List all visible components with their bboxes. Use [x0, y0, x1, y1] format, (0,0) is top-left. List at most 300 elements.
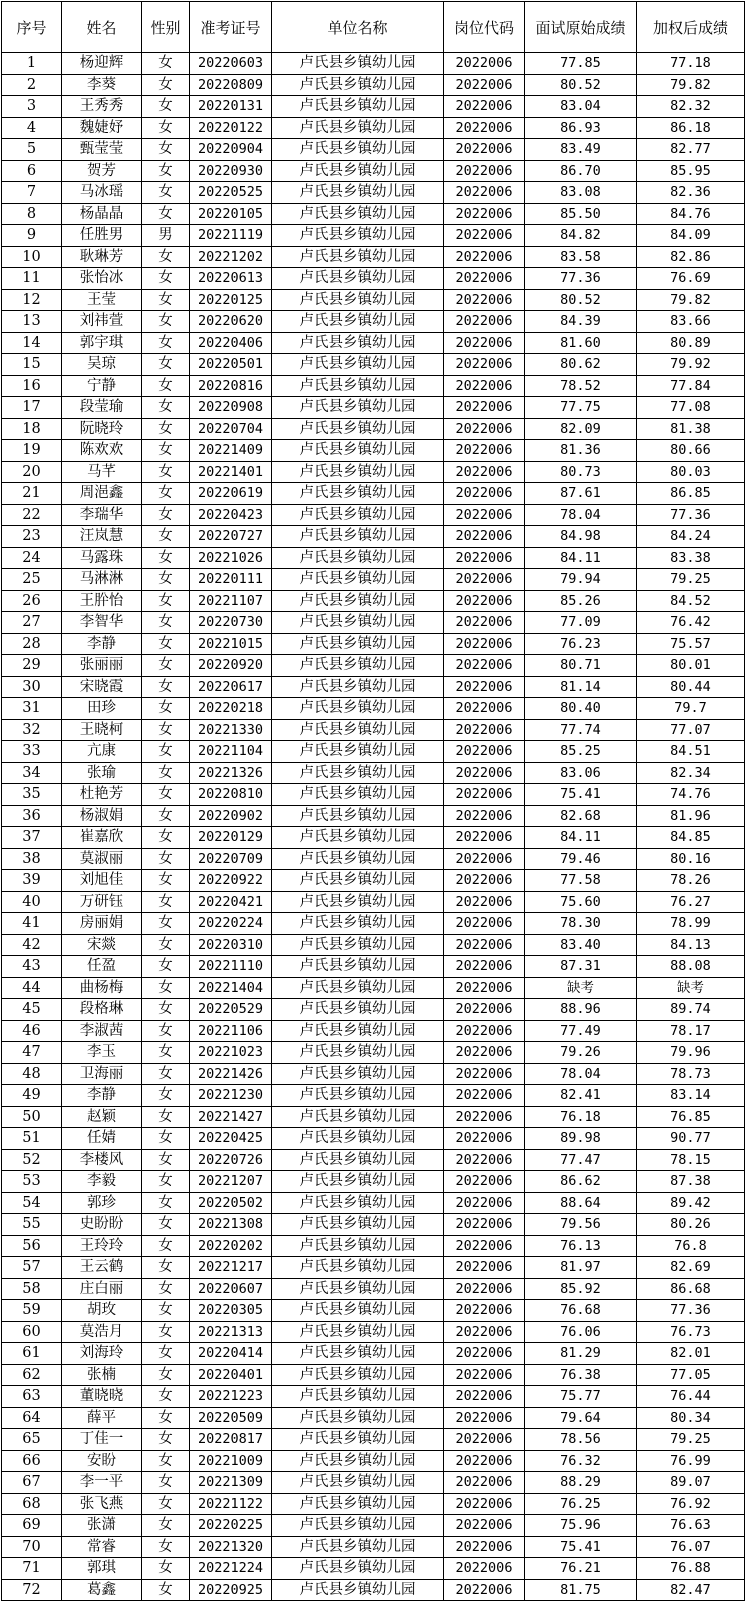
- cell-exam-id: 20220922: [190, 870, 272, 892]
- cell-weighted-score: 86.68: [637, 1278, 745, 1300]
- cell-gender: 女: [142, 504, 190, 526]
- cell-exam-id: 20220122: [190, 117, 272, 139]
- cell-unit: 卢氏县乡镇幼儿园: [272, 203, 444, 225]
- cell-weighted-score: 80.26: [637, 1214, 745, 1236]
- cell-index: 34: [2, 762, 62, 784]
- cell-weighted-score: 缺考: [637, 977, 745, 999]
- cell-unit: 卢氏县乡镇幼儿园: [272, 1214, 444, 1236]
- cell-exam-id: 20221107: [190, 590, 272, 612]
- table-row: [2, 1192, 745, 1214]
- cell-post-code: 2022006: [444, 1515, 525, 1537]
- cell-raw-score: 80.71: [525, 655, 637, 677]
- cell-gender: 女: [142, 418, 190, 440]
- cell-weighted-score: 77.84: [637, 375, 745, 397]
- cell-name: 刘祎萱: [62, 311, 142, 333]
- cell-exam-id: 20220414: [190, 1343, 272, 1365]
- cell-exam-id: 20221009: [190, 1450, 272, 1472]
- cell-unit: 卢氏县乡镇幼儿园: [272, 547, 444, 569]
- cell-post-code: 2022006: [444, 805, 525, 827]
- cell-name: 段格琳: [62, 999, 142, 1021]
- table-row: [2, 741, 745, 763]
- cell-index: 65: [2, 1429, 62, 1451]
- cell-gender: 女: [142, 1579, 190, 1601]
- cell-raw-score: 缺考: [525, 977, 637, 999]
- cell-gender: 男: [142, 225, 190, 247]
- col-header-post-code: 岗位代码: [444, 2, 525, 53]
- cell-gender: 女: [142, 1450, 190, 1472]
- score-sheet: [1, 1, 745, 1601]
- cell-exam-id: 20221404: [190, 977, 272, 999]
- cell-raw-score: 83.58: [525, 246, 637, 268]
- cell-weighted-score: 84.52: [637, 590, 745, 612]
- table-row: [2, 397, 745, 419]
- cell-raw-score: 84.98: [525, 526, 637, 548]
- cell-name: 赵颖: [62, 1106, 142, 1128]
- cell-name: 安盼: [62, 1450, 142, 1472]
- cell-raw-score: 76.32: [525, 1450, 637, 1472]
- cell-exam-id: 20220613: [190, 268, 272, 290]
- cell-index: 54: [2, 1192, 62, 1214]
- cell-gender: 女: [142, 1300, 190, 1322]
- cell-post-code: 2022006: [444, 526, 525, 548]
- cell-weighted-score: 82.01: [637, 1343, 745, 1365]
- cell-exam-id: 20221401: [190, 461, 272, 483]
- cell-raw-score: 87.31: [525, 956, 637, 978]
- cell-name: 宋晓霞: [62, 676, 142, 698]
- cell-raw-score: 82.68: [525, 805, 637, 827]
- cell-index: 6: [2, 160, 62, 182]
- cell-raw-score: 77.09: [525, 612, 637, 634]
- cell-unit: 卢氏县乡镇幼儿园: [272, 827, 444, 849]
- cell-gender: 女: [142, 1278, 190, 1300]
- cell-gender: 女: [142, 311, 190, 333]
- cell-unit: 卢氏县乡镇幼儿园: [272, 504, 444, 526]
- cell-post-code: 2022006: [444, 1343, 525, 1365]
- table-row: [2, 182, 745, 204]
- cell-exam-id: 20220810: [190, 784, 272, 806]
- col-header-unit: 单位名称: [272, 2, 444, 53]
- cell-weighted-score: 76.99: [637, 1450, 745, 1472]
- cell-exam-id: 20220111: [190, 569, 272, 591]
- cell-weighted-score: 90.77: [637, 1128, 745, 1150]
- cell-index: 42: [2, 934, 62, 956]
- cell-raw-score: 82.41: [525, 1085, 637, 1107]
- cell-name: 刘海玲: [62, 1343, 142, 1365]
- cell-raw-score: 85.50: [525, 203, 637, 225]
- cell-weighted-score: 89.07: [637, 1472, 745, 1494]
- cell-name: 周浥鑫: [62, 483, 142, 505]
- cell-exam-id: 20220603: [190, 53, 272, 75]
- cell-name: 张飞燕: [62, 1493, 142, 1515]
- cell-gender: 女: [142, 354, 190, 376]
- cell-post-code: 2022006: [444, 1235, 525, 1257]
- table-row: [2, 160, 745, 182]
- table-row: [2, 483, 745, 505]
- cell-unit: 卢氏县乡镇幼儿园: [272, 53, 444, 75]
- table-row: [2, 1493, 745, 1515]
- cell-weighted-score: 78.99: [637, 913, 745, 935]
- cell-unit: 卢氏县乡镇幼儿园: [272, 182, 444, 204]
- cell-unit: 卢氏县乡镇幼儿园: [272, 1407, 444, 1429]
- cell-gender: 女: [142, 1042, 190, 1064]
- table-row: [2, 827, 745, 849]
- cell-raw-score: 78.04: [525, 1063, 637, 1085]
- cell-index: 68: [2, 1493, 62, 1515]
- cell-raw-score: 84.11: [525, 827, 637, 849]
- cell-index: 8: [2, 203, 62, 225]
- cell-unit: 卢氏县乡镇幼儿园: [272, 676, 444, 698]
- cell-raw-score: 81.75: [525, 1579, 637, 1601]
- cell-weighted-score: 76.73: [637, 1321, 745, 1343]
- cell-post-code: 2022006: [444, 504, 525, 526]
- cell-exam-id: 20220809: [190, 74, 272, 96]
- cell-exam-id: 20221309: [190, 1472, 272, 1494]
- cell-post-code: 2022006: [444, 999, 525, 1021]
- cell-weighted-score: 85.95: [637, 160, 745, 182]
- cell-raw-score: 79.46: [525, 848, 637, 870]
- cell-gender: 女: [142, 1235, 190, 1257]
- cell-name: 王秀秀: [62, 96, 142, 118]
- cell-gender: 女: [142, 805, 190, 827]
- table-row: [2, 848, 745, 870]
- cell-gender: 女: [142, 999, 190, 1021]
- cell-unit: 卢氏县乡镇幼儿园: [272, 139, 444, 161]
- col-header-weighted-score: 加权后成绩: [637, 2, 745, 53]
- cell-gender: 女: [142, 375, 190, 397]
- cell-raw-score: 82.09: [525, 418, 637, 440]
- cell-name: 杨晶晶: [62, 203, 142, 225]
- cell-raw-score: 79.56: [525, 1214, 637, 1236]
- cell-name: 李毅: [62, 1171, 142, 1193]
- cell-unit: 卢氏县乡镇幼儿园: [272, 913, 444, 935]
- cell-unit: 卢氏县乡镇幼儿园: [272, 1429, 444, 1451]
- cell-unit: 卢氏县乡镇幼儿园: [272, 354, 444, 376]
- cell-post-code: 2022006: [444, 1106, 525, 1128]
- table-row: [2, 289, 745, 311]
- cell-exam-id: 20221015: [190, 633, 272, 655]
- cell-unit: 卢氏县乡镇幼儿园: [272, 1171, 444, 1193]
- cell-exam-id: 20221224: [190, 1558, 272, 1580]
- cell-gender: 女: [142, 246, 190, 268]
- cell-raw-score: 79.64: [525, 1407, 637, 1429]
- cell-index: 19: [2, 440, 62, 462]
- cell-index: 63: [2, 1386, 62, 1408]
- cell-exam-id: 20221326: [190, 762, 272, 784]
- cell-name: 史盼盼: [62, 1214, 142, 1236]
- cell-index: 57: [2, 1257, 62, 1279]
- table-row: [2, 569, 745, 591]
- cell-unit: 卢氏县乡镇幼儿园: [272, 1020, 444, 1042]
- cell-name: 马芊: [62, 461, 142, 483]
- cell-exam-id: 20221026: [190, 547, 272, 569]
- table-row: [2, 504, 745, 526]
- cell-post-code: 2022006: [444, 1364, 525, 1386]
- col-header-name: 姓名: [62, 2, 142, 53]
- cell-name: 张瑜: [62, 762, 142, 784]
- cell-weighted-score: 83.66: [637, 311, 745, 333]
- cell-unit: 卢氏县乡镇幼儿园: [272, 1472, 444, 1494]
- cell-raw-score: 76.68: [525, 1300, 637, 1322]
- cell-weighted-score: 79.82: [637, 74, 745, 96]
- cell-raw-score: 76.21: [525, 1558, 637, 1580]
- cell-unit: 卢氏县乡镇幼儿园: [272, 1558, 444, 1580]
- table-row: [2, 1257, 745, 1279]
- cell-index: 13: [2, 311, 62, 333]
- cell-gender: 女: [142, 461, 190, 483]
- cell-gender: 女: [142, 96, 190, 118]
- cell-post-code: 2022006: [444, 762, 525, 784]
- cell-post-code: 2022006: [444, 418, 525, 440]
- cell-unit: 卢氏县乡镇幼儿园: [272, 1042, 444, 1064]
- cell-weighted-score: 77.08: [637, 397, 745, 419]
- cell-weighted-score: 82.86: [637, 246, 745, 268]
- cell-post-code: 2022006: [444, 289, 525, 311]
- cell-post-code: 2022006: [444, 461, 525, 483]
- cell-gender: 女: [142, 612, 190, 634]
- table-row: [2, 1171, 745, 1193]
- cell-weighted-score: 84.24: [637, 526, 745, 548]
- header-row: [2, 2, 745, 53]
- cell-exam-id: 20220727: [190, 526, 272, 548]
- cell-exam-id: 20220619: [190, 483, 272, 505]
- cell-exam-id: 20221122: [190, 1493, 272, 1515]
- cell-unit: 卢氏县乡镇幼儿园: [272, 805, 444, 827]
- cell-index: 50: [2, 1106, 62, 1128]
- cell-raw-score: 83.40: [525, 934, 637, 956]
- cell-unit: 卢氏县乡镇幼儿园: [272, 311, 444, 333]
- cell-exam-id: 20221320: [190, 1536, 272, 1558]
- cell-post-code: 2022006: [444, 1149, 525, 1171]
- cell-post-code: 2022006: [444, 1042, 525, 1064]
- cell-raw-score: 78.56: [525, 1429, 637, 1451]
- cell-exam-id: 20220902: [190, 805, 272, 827]
- cell-index: 7: [2, 182, 62, 204]
- table-row: [2, 53, 745, 75]
- cell-exam-id: 20220730: [190, 612, 272, 634]
- cell-exam-id: 20221217: [190, 1257, 272, 1279]
- cell-raw-score: 88.29: [525, 1472, 637, 1494]
- cell-weighted-score: 76.44: [637, 1386, 745, 1408]
- cell-name: 郭琪: [62, 1558, 142, 1580]
- cell-name: 耿琳芳: [62, 246, 142, 268]
- cell-unit: 卢氏县乡镇幼儿园: [272, 1321, 444, 1343]
- cell-index: 48: [2, 1063, 62, 1085]
- cell-name: 李瑞华: [62, 504, 142, 526]
- cell-unit: 卢氏县乡镇幼儿园: [272, 590, 444, 612]
- cell-unit: 卢氏县乡镇幼儿园: [272, 418, 444, 440]
- cell-post-code: 2022006: [444, 1429, 525, 1451]
- cell-unit: 卢氏县乡镇幼儿园: [272, 1343, 444, 1365]
- cell-index: 12: [2, 289, 62, 311]
- cell-gender: 女: [142, 913, 190, 935]
- table-row: [2, 139, 745, 161]
- cell-weighted-score: 78.26: [637, 870, 745, 892]
- cell-name: 任胜男: [62, 225, 142, 247]
- cell-index: 44: [2, 977, 62, 999]
- cell-raw-score: 77.74: [525, 719, 637, 741]
- cell-gender: 女: [142, 676, 190, 698]
- cell-unit: 卢氏县乡镇幼儿园: [272, 1063, 444, 1085]
- cell-raw-score: 84.11: [525, 547, 637, 569]
- cell-index: 39: [2, 870, 62, 892]
- cell-exam-id: 20220704: [190, 418, 272, 440]
- cell-name: 曲杨梅: [62, 977, 142, 999]
- cell-weighted-score: 80.44: [637, 676, 745, 698]
- cell-weighted-score: 75.57: [637, 633, 745, 655]
- cell-unit: 卢氏县乡镇幼儿园: [272, 612, 444, 634]
- cell-gender: 女: [142, 891, 190, 913]
- cell-weighted-score: 78.15: [637, 1149, 745, 1171]
- cell-index: 61: [2, 1343, 62, 1365]
- cell-unit: 卢氏县乡镇幼儿园: [272, 1515, 444, 1537]
- cell-unit: 卢氏县乡镇幼儿园: [272, 956, 444, 978]
- cell-name: 李葵: [62, 74, 142, 96]
- cell-exam-id: 20220129: [190, 827, 272, 849]
- cell-unit: 卢氏县乡镇幼儿园: [272, 569, 444, 591]
- cell-weighted-score: 84.13: [637, 934, 745, 956]
- cell-name: 莫淑丽: [62, 848, 142, 870]
- cell-post-code: 2022006: [444, 956, 525, 978]
- cell-index: 31: [2, 698, 62, 720]
- cell-raw-score: 75.60: [525, 891, 637, 913]
- table-row: [2, 1321, 745, 1343]
- cell-exam-id: 20220816: [190, 375, 272, 397]
- cell-gender: 女: [142, 483, 190, 505]
- cell-unit: 卢氏县乡镇幼儿园: [272, 891, 444, 913]
- cell-raw-score: 85.92: [525, 1278, 637, 1300]
- cell-name: 薛平: [62, 1407, 142, 1429]
- table-row: [2, 590, 745, 612]
- cell-gender: 女: [142, 1321, 190, 1343]
- table-row: [2, 246, 745, 268]
- cell-post-code: 2022006: [444, 848, 525, 870]
- cell-name: 杜艳芳: [62, 784, 142, 806]
- table-row: [2, 1085, 745, 1107]
- cell-weighted-score: 84.51: [637, 741, 745, 763]
- cell-name: 王莹: [62, 289, 142, 311]
- cell-name: 王晓柯: [62, 719, 142, 741]
- cell-index: 2: [2, 74, 62, 96]
- cell-index: 18: [2, 418, 62, 440]
- table-row: [2, 1364, 745, 1386]
- cell-post-code: 2022006: [444, 977, 525, 999]
- cell-raw-score: 87.61: [525, 483, 637, 505]
- cell-post-code: 2022006: [444, 160, 525, 182]
- cell-post-code: 2022006: [444, 1386, 525, 1408]
- cell-exam-id: 20221427: [190, 1106, 272, 1128]
- cell-post-code: 2022006: [444, 569, 525, 591]
- cell-index: 23: [2, 526, 62, 548]
- cell-name: 李一平: [62, 1472, 142, 1494]
- table-row: [2, 999, 745, 1021]
- cell-name: 郭珍: [62, 1192, 142, 1214]
- cell-raw-score: 86.62: [525, 1171, 637, 1193]
- cell-raw-score: 77.49: [525, 1020, 637, 1042]
- cell-unit: 卢氏县乡镇幼儿园: [272, 440, 444, 462]
- cell-gender: 女: [142, 547, 190, 569]
- cell-unit: 卢氏县乡镇幼儿园: [272, 74, 444, 96]
- cell-post-code: 2022006: [444, 698, 525, 720]
- cell-raw-score: 89.98: [525, 1128, 637, 1150]
- cell-gender: 女: [142, 870, 190, 892]
- cell-unit: 卢氏县乡镇幼儿园: [272, 784, 444, 806]
- cell-gender: 女: [142, 1472, 190, 1494]
- cell-post-code: 2022006: [444, 1450, 525, 1472]
- cell-unit: 卢氏县乡镇幼儿园: [272, 633, 444, 655]
- cell-name: 李智华: [62, 612, 142, 634]
- cell-post-code: 2022006: [444, 891, 525, 913]
- cell-raw-score: 81.29: [525, 1343, 637, 1365]
- cell-index: 15: [2, 354, 62, 376]
- table-row: [2, 784, 745, 806]
- cell-raw-score: 83.04: [525, 96, 637, 118]
- cell-post-code: 2022006: [444, 117, 525, 139]
- cell-name: 张丽丽: [62, 655, 142, 677]
- cell-raw-score: 83.49: [525, 139, 637, 161]
- table-row: [2, 440, 745, 462]
- cell-post-code: 2022006: [444, 870, 525, 892]
- table-row: [2, 268, 745, 290]
- cell-exam-id: 20221023: [190, 1042, 272, 1064]
- table-row: [2, 1063, 745, 1085]
- table-row: [2, 461, 745, 483]
- cell-weighted-score: 80.01: [637, 655, 745, 677]
- cell-post-code: 2022006: [444, 1278, 525, 1300]
- cell-exam-id: 20220131: [190, 96, 272, 118]
- cell-post-code: 2022006: [444, 1536, 525, 1558]
- cell-name: 张楠: [62, 1364, 142, 1386]
- cell-index: 4: [2, 117, 62, 139]
- cell-name: 李楼风: [62, 1149, 142, 1171]
- cell-raw-score: 79.94: [525, 569, 637, 591]
- score-table: [1, 1, 745, 1601]
- cell-post-code: 2022006: [444, 1257, 525, 1279]
- cell-raw-score: 77.47: [525, 1149, 637, 1171]
- cell-raw-score: 76.25: [525, 1493, 637, 1515]
- cell-raw-score: 77.58: [525, 870, 637, 892]
- cell-name: 任婧: [62, 1128, 142, 1150]
- cell-index: 72: [2, 1579, 62, 1601]
- table-row: [2, 225, 745, 247]
- cell-post-code: 2022006: [444, 1192, 525, 1214]
- cell-name: 段莹瑜: [62, 397, 142, 419]
- table-row: [2, 1450, 745, 1472]
- cell-gender: 女: [142, 1407, 190, 1429]
- cell-gender: 女: [142, 117, 190, 139]
- cell-name: 葛鑫: [62, 1579, 142, 1601]
- cell-name: 亢康: [62, 741, 142, 763]
- cell-gender: 女: [142, 289, 190, 311]
- table-row: [2, 1386, 745, 1408]
- cell-raw-score: 78.30: [525, 913, 637, 935]
- cell-index: 36: [2, 805, 62, 827]
- cell-index: 40: [2, 891, 62, 913]
- cell-name: 贺芳: [62, 160, 142, 182]
- cell-weighted-score: 79.25: [637, 1429, 745, 1451]
- cell-name: 王玲玲: [62, 1235, 142, 1257]
- cell-unit: 卢氏县乡镇幼儿园: [272, 999, 444, 1021]
- cell-name: 李静: [62, 633, 142, 655]
- cell-exam-id: 20221202: [190, 246, 272, 268]
- cell-name: 李淑茜: [62, 1020, 142, 1042]
- cell-weighted-score: 82.32: [637, 96, 745, 118]
- cell-weighted-score: 77.05: [637, 1364, 745, 1386]
- cell-weighted-score: 82.34: [637, 762, 745, 784]
- cell-unit: 卢氏县乡镇幼儿园: [272, 1300, 444, 1322]
- cell-gender: 女: [142, 827, 190, 849]
- cell-gender: 女: [142, 719, 190, 741]
- cell-name: 马冰瑶: [62, 182, 142, 204]
